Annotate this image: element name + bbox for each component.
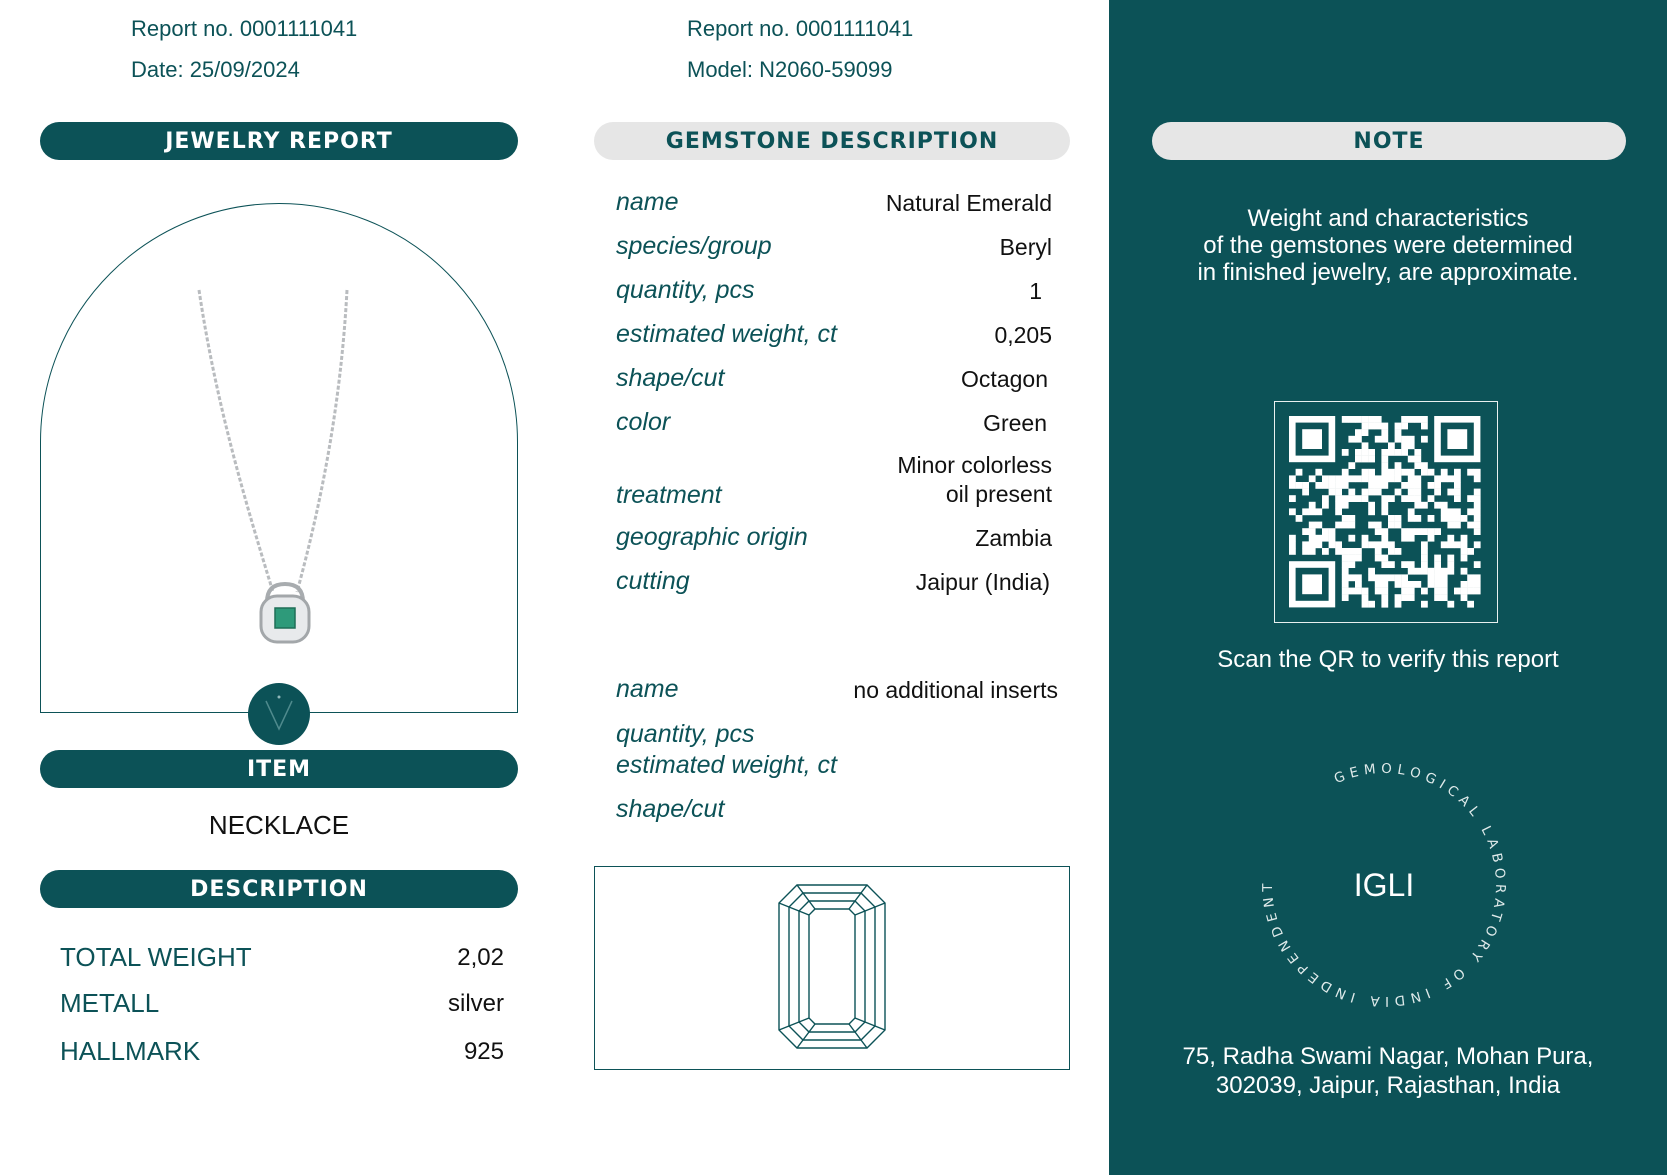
description-banner: DESCRIPTION	[40, 870, 518, 908]
additional-value: no additional inserts	[853, 677, 1058, 703]
description-value: 2,02	[457, 944, 504, 971]
gemstone-value: Jaipur (India)	[915, 569, 1050, 595]
gemstone-label: cutting	[616, 567, 690, 595]
model-number: Model: N2060-59099	[687, 57, 893, 82]
gemstone-row-treatment	[616, 451, 1052, 513]
qr-code-icon[interactable]	[1274, 401, 1498, 623]
logo-medallion-icon	[248, 683, 310, 745]
description-row	[60, 1036, 504, 1072]
additional-label: name	[616, 675, 679, 703]
gemstone-label: name	[616, 188, 679, 216]
gemstone-label: shape/cut	[616, 364, 725, 392]
necklace-photo	[41, 204, 517, 712]
gemstone-value: 0,205	[994, 322, 1052, 348]
jewelry-report-banner: JEWELRY REPORT	[40, 122, 518, 160]
scan-instruction: Scan the QR to verify this report	[1217, 646, 1559, 673]
gemstone-value	[897, 451, 1052, 509]
note-banner: NOTE	[1152, 122, 1626, 160]
emerald-cut-diagram-icon	[595, 867, 1069, 1069]
gemstone-value: Octagon	[961, 366, 1048, 392]
gemstone-label: geographic origin	[616, 523, 808, 551]
gemstone-value: Green	[983, 410, 1047, 436]
note-line: Weight and characteristics	[1247, 205, 1529, 232]
description-label: METALL	[60, 988, 160, 1018]
gemstone-value: Zambia	[975, 525, 1052, 551]
treatment-line-1: Minor colorless	[897, 452, 1052, 478]
address-line-1: 75, Radha Swami Nagar, Mohan Pura,	[1182, 1043, 1594, 1070]
lab-address	[1109, 1042, 1667, 1100]
product-photo-frame	[40, 203, 518, 713]
gem-diagram-box	[594, 866, 1070, 1070]
treatment-line-2: oil present	[945, 481, 1052, 507]
additional-label: quantity, pcs	[616, 720, 755, 748]
description-label: TOTAL WEIGHT	[60, 942, 252, 972]
description-label: HALLMARK	[60, 1036, 201, 1066]
gemstone-value: 1	[1029, 278, 1042, 304]
gemstone-label: treatment	[616, 481, 722, 509]
additional-label: estimated weight, ct	[616, 751, 837, 779]
report-number-secondary: Report no. 0001111041	[687, 16, 914, 41]
description-value: silver	[447, 990, 504, 1017]
gemstone-label: color	[616, 408, 671, 436]
gemstone-label: estimated weight, ct	[616, 320, 837, 348]
description-value: 925	[463, 1038, 504, 1065]
seal-center-text: IGLI	[1353, 867, 1415, 903]
address-line-2: 302039, Jaipur, Rajasthan, India	[1215, 1072, 1561, 1099]
seal-ring-text: GEMOLOGICAL LABORATORY OF INDIA INDEPENDENT	[1259, 760, 1509, 1010]
description-row	[60, 988, 504, 1024]
report-date: Date: 25/09/2024	[131, 57, 300, 82]
gemstone-label: species/group	[616, 232, 772, 260]
note-line: in finished jewelry, are approximate.	[1197, 259, 1579, 286]
gemstone-description-banner: GEMSTONE DESCRIPTION	[594, 122, 1070, 160]
description-row	[60, 942, 504, 978]
additional-label: shape/cut	[616, 795, 725, 823]
item-value: NECKLACE	[208, 810, 350, 840]
report-number: Report no. 0001111041	[131, 16, 358, 41]
gemstone-label: quantity, pcs	[616, 276, 755, 304]
laboratory-seal-icon	[1234, 735, 1534, 1035]
note-line: of the gemstones were determined	[1203, 232, 1573, 259]
item-banner: ITEM	[40, 750, 518, 788]
gemstone-value: Natural Emerald	[885, 190, 1052, 216]
gemstone-value: Beryl	[999, 234, 1052, 260]
note-text	[1109, 205, 1667, 286]
